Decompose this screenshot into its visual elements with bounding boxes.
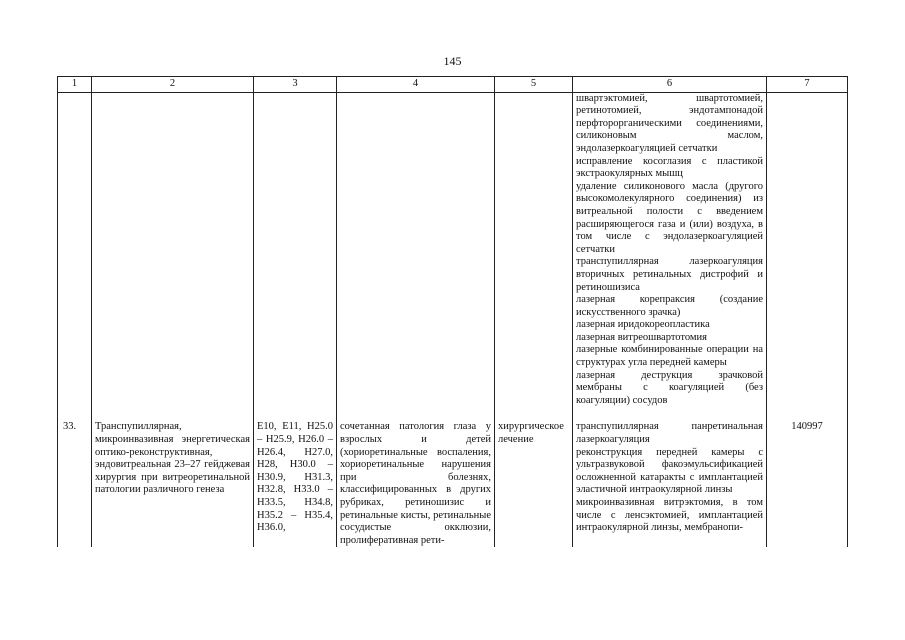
- column-header: 1: [58, 77, 92, 93]
- empty-cell: [767, 92, 848, 419]
- column-header: 3: [254, 77, 337, 93]
- procedure-item: реконструкция передней камеры с ультразвуковой факоэмульсификацией осложненной катаракты с имплантацией эластичной интраокулярной линзы: [576, 446, 763, 496]
- table-header-row: [58, 77, 848, 93]
- empty-cell: [254, 92, 337, 419]
- procedures-cell: [573, 419, 767, 547]
- page-number: 145: [443, 54, 462, 68]
- empty-cell: [58, 92, 92, 419]
- procedure-item: лазерная витреошвартотомия: [576, 331, 707, 343]
- patient-model: сочетанная патология глаза у взрослых и детей (хориоретинальные воспаления, хориоретинальные нарушения при болезнях, классифицированных в других рубриках, ретиношизис и ретинальные кисты, ретинальные сосудистые окклюзии, пролиферативная рети-: [337, 419, 495, 547]
- treatment-type: хирургическое лечение: [495, 419, 573, 547]
- procedure-item: транспупиллярная лазеркоагуляция вторичных ретинальных дистрофий и ретиношизиса: [576, 256, 763, 293]
- procedure-item: лазерная корепраксия (создание искусственного зрачка): [576, 294, 763, 318]
- table-row-continuation: [58, 92, 848, 419]
- empty-cell: [337, 92, 495, 419]
- column-header: 5: [495, 77, 573, 93]
- icd-codes: E10, E11, H25.0 – H25.9, H26.0 – H26.4, H27.0, H28, H30.0 – H30.9, H31.3, H32.8, H33.0 – H33.5, H34.8, H35.2 – H35.4, H36.0,: [254, 419, 337, 547]
- procedure-item: микроинвазивная витрэктомия, в том числе с ленсэктомией, имплантацией интраокулярной линзы, мембранопи-: [576, 497, 763, 534]
- procedure-item: исправление косоглазия с пластикой экстраокулярных мышц: [576, 155, 763, 180]
- procedure-item: швартэктомией, швартотомией, ретинотомией, эндотампонадой перфторорганическими соединениями, силиконовым маслом, эндолазеркоагуляцией сетчатки: [576, 92, 763, 154]
- procedure-item: лазерная иридокореопластика: [576, 319, 710, 331]
- empty-cell: [92, 92, 254, 419]
- column-header: 4: [337, 77, 495, 93]
- column-header: 6: [573, 77, 767, 93]
- medical-care-table: [57, 76, 848, 547]
- column-header: 7: [767, 77, 848, 93]
- table-row-33: [58, 419, 848, 547]
- column-header: 2: [92, 77, 254, 93]
- procedure-item: лазерная деструкция зрачковой мембраны с коагуляцией (без коагуляции) сосудов: [576, 369, 763, 406]
- procedure-item: транспупиллярная панретинальная лазеркоагуляция: [576, 421, 763, 446]
- cost-value: 140997: [767, 419, 848, 547]
- procedure-item: лазерные комбинированные операции на структурах угла передней камеры: [576, 344, 763, 369]
- row-number: 33.: [58, 419, 92, 547]
- procedures-cell: [573, 92, 767, 419]
- care-type-name: Транспупиллярная, микроинвазивная энергетическая оптико-реконструктивная, эндовитреальная 23–27 гейджевая хирургия при витреоретинальной патологии различного генеза: [92, 419, 254, 547]
- procedure-item: удаление силиконового масла (другого высокомолекулярного соединения) из витреальной полости с введением расширяющегося газа и (или) воздуха, в том числе с эндолазеркоагуляцией сетчатки: [576, 180, 763, 255]
- empty-cell: [495, 92, 573, 419]
